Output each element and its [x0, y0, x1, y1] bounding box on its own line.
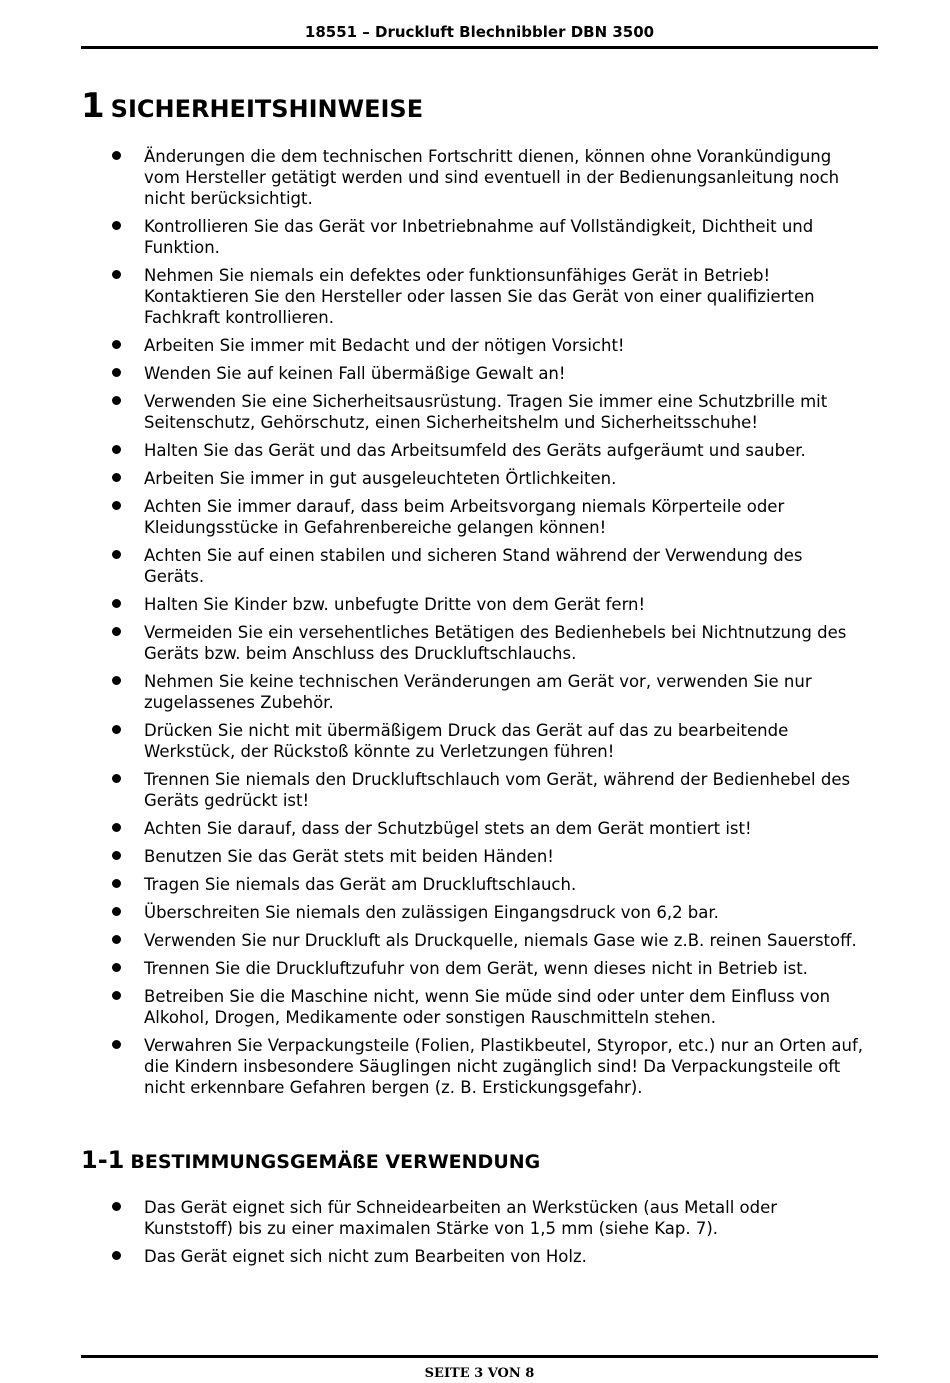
list-item: Achten Sie immer darauf, dass beim Arbeitsvorgang niemals Körperteile oder Kleidungsstücke in Gefahrenbereiche gelangen können!: [0, 496, 864, 538]
list-item: Verwenden Sie eine Sicherheitsausrüstung. Tragen Sie immer eine Schutzbrille mit Seitenschutz, Gehörschutz, einen Sicherheitshelm und Sicherheitsschuhe!: [0, 391, 864, 433]
header-rule: [81, 46, 878, 49]
list-item: Halten Sie das Gerät und das Arbeitsumfeld des Geräts aufgeräumt und sauber.: [0, 440, 864, 461]
list-item: Tragen Sie niemals das Gerät am Druckluftschlauch.: [0, 874, 864, 895]
bullet-icon: [112, 935, 121, 944]
bullet-icon: [112, 1202, 121, 1211]
bullet-icon: [112, 676, 121, 685]
list-item: Drücken Sie nicht mit übermäßigem Druck das Gerät auf das zu bearbeitende Werkstück, der Rückstoß könnte zu Verletzungen führen!: [0, 720, 864, 762]
list-item: Das Gerät eignet sich nicht zum Bearbeiten von Holz.: [0, 1246, 864, 1267]
list-item: Nehmen Sie keine technischen Veränderungen am Gerät vor, verwenden Sie nur zugelassenes Zubehör.: [0, 671, 864, 713]
list-item: Arbeiten Sie immer in gut ausgeleuchteten Örtlichkeiten.: [0, 468, 864, 489]
bullet-icon: [112, 368, 121, 377]
bullet-icon: [112, 501, 121, 510]
bullet-icon: [112, 725, 121, 734]
list-item: Verwahren Sie Verpackungsteile (Folien, Plastikbeutel, Styropor, etc.) nur an Orten auf, die Kindern insbesondere Säuglingen nicht zugänglich sind! Da Verpackungsteile oft nicht erkennbare Gefahren bergen (z. B. Erstickungsgefahr).: [0, 1035, 864, 1098]
list-item: Trennen Sie niemals den Druckluftschlauch vom Gerät, während der Bedienhebel des Geräts gedrückt ist!: [0, 769, 864, 811]
list-item: Verwenden Sie nur Druckluft als Druckquelle, niemals Gase wie z.B. reinen Sauerstoff.: [0, 930, 864, 951]
list-item: Trennen Sie die Druckluftzufuhr von dem Gerät, wenn dieses nicht in Betrieb ist.: [0, 958, 864, 979]
subsection-title: BESTIMMUNGSGEMÄßE VERWENDUNG: [130, 1151, 541, 1173]
list-item: Nehmen Sie niemals ein defektes oder funktionsunfähiges Gerät in Betrieb! Kontaktieren Sie den Hersteller oder lassen Sie das Gerät von einer qualifizierten Fachkraft kontrollieren.: [0, 265, 864, 328]
list-item: Vermeiden Sie ein versehentliches Betätigen des Bedienhebels bei Nichtnutzung des Geräts bzw. beim Anschluss des Druckluftschlauchs.: [0, 622, 864, 664]
list-item: Wenden Sie auf keinen Fall übermäßige Gewalt an!: [0, 363, 864, 384]
bullet-icon: [112, 396, 121, 405]
subsection-number: 1-1: [81, 1146, 125, 1174]
page-header: 18551 – Druckluft Blechnibbler DBN 3500: [304, 23, 655, 41]
bullet-icon: [112, 963, 121, 972]
list-item: Benutzen Sie das Gerät stets mit beiden Händen!: [0, 846, 864, 867]
bullet-icon: [112, 221, 121, 230]
bullet-icon: [112, 550, 121, 559]
usage-list: [0, 1197, 950, 1274]
bullet-icon: [112, 851, 121, 860]
bullet-icon: [112, 823, 121, 832]
list-item: Achten Sie auf einen stabilen und sicheren Stand während der Verwendung des Geräts.: [0, 545, 864, 587]
safety-list: [0, 146, 950, 1105]
footer-rule: [81, 1355, 878, 1358]
bullet-icon: [112, 627, 121, 636]
list-item: Arbeiten Sie immer mit Bedacht und der nötigen Vorsicht!: [0, 335, 864, 356]
list-item: Betreiben Sie die Maschine nicht, wenn Sie müde sind oder unter dem Einfluss von Alkohol, Drogen, Medikamente oder sonstigen Rauschmitteln stehen.: [0, 986, 864, 1028]
list-item: Überschreiten Sie niemals den zulässigen Eingangsdruck von 6,2 bar.: [0, 902, 864, 923]
section-number: 1: [81, 86, 105, 126]
bullet-icon: [112, 151, 121, 160]
list-item: Kontrollieren Sie das Gerät vor Inbetriebnahme auf Vollständigkeit, Dichtheit und Funktion.: [0, 216, 864, 258]
list-item: Achten Sie darauf, dass der Schutzbügel stets an dem Gerät montiert ist!: [0, 818, 864, 839]
bullet-icon: [112, 774, 121, 783]
bullet-icon: [112, 599, 121, 608]
bullet-icon: [112, 879, 121, 888]
bullet-icon: [112, 270, 121, 279]
section-heading: [81, 86, 423, 126]
bullet-icon: [112, 1251, 121, 1260]
bullet-icon: [112, 907, 121, 916]
bullet-icon: [112, 445, 121, 454]
section-title: SICHERHEITSHINWEISE: [110, 95, 424, 123]
subsection-heading: [81, 1146, 540, 1174]
bullet-icon: [112, 473, 121, 482]
bullet-icon: [112, 1040, 121, 1049]
list-item: Halten Sie Kinder bzw. unbefugte Dritte von dem Gerät fern!: [0, 594, 864, 615]
bullet-icon: [112, 991, 121, 1000]
list-item: Änderungen die dem technischen Fortschritt dienen, können ohne Vorankündigung vom Hersteller getätigt werden und sind eventuell in der Bedienungsanleitung noch nicht berücksichtigt.: [0, 146, 864, 209]
bullet-icon: [112, 340, 121, 349]
list-item: Das Gerät eignet sich für Schneidearbeiten an Werkstücken (aus Metall oder Kunststoff) bis zu einer maximalen Stärke von 1,5 mm (siehe Kap. 7).: [0, 1197, 864, 1239]
page-footer: SEITE 3 VON 8: [424, 1366, 535, 1381]
